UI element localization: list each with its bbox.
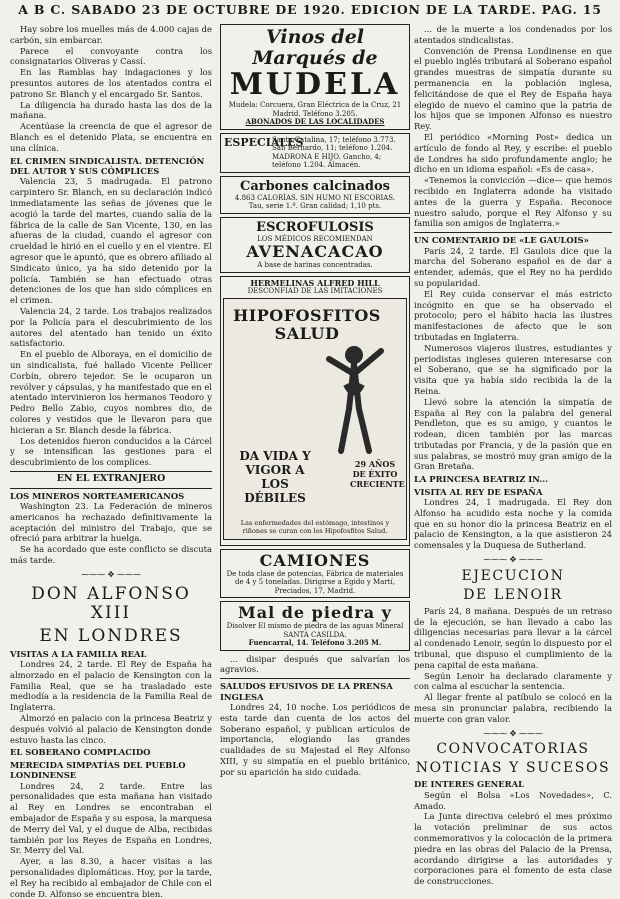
ad-text: Fuencarral, 14. Teléfono 3.205 M. — [248, 638, 382, 647]
ad-hipofosfitos — [220, 276, 410, 546]
ad-text: Mudela: Corcuera, Gran Eléctrica de la Cruz, 21 Madrid. Teléfono 3.205. — [228, 101, 402, 118]
headline: SALUDOS EFUSIVOS DE LA PRENSA INGLESA — [220, 681, 393, 702]
big-headline: DE LENOIR — [463, 586, 563, 603]
ad-title: ESCROFULOSIS — [256, 219, 374, 235]
ad-slogan: DA VIDA Y VIGOR A LOS DÉBILES — [239, 448, 311, 505]
headline: VISITAS A LA FAMILIA REAL — [10, 648, 147, 659]
paragraph: Londres 24, 10 noche. Los periódicos de esta tarde dan cuenta de los actos del Soberano español, y publican artículos de importancia, elogiando las grandes cualidades de su Majestad el Rey Alfonso XIII, y su simpatía en el pueblo británico, por su aparición ha sido cuidada. — [220, 701, 410, 777]
paragraph: El periódico «Morning Post» dedica un artículo de fondo al Rey, y escribe: el pueblo de Londres ha sido profundamente anglo; he dicho en un idioma español: «Es de casa». — [414, 131, 612, 175]
ad-text: Las enfermedades del estómago, intestinos y riñones se curan con los Hipofosfitos Salud. — [240, 518, 390, 535]
right-column — [414, 24, 612, 887]
ad-mudela — [220, 24, 410, 130]
divider — [220, 678, 410, 679]
ad-headline: HIPOFOSFITOS SALUD — [233, 305, 381, 343]
ornament-divider: ⁓⁓⁓ ✥ ⁓⁓⁓ — [483, 555, 543, 565]
headline: EL SOBERANO COMPLACIDO — [10, 747, 151, 758]
paragraph: La diligencia ha durado hasta las dos de la mañana. — [10, 99, 212, 121]
ad-text: 4.863 CALORÍAS. SIN HUMO NI ESCORIAS. — [234, 193, 396, 202]
paragraph: ... de la muerte a los condenados por los atentados sindicalistas. — [414, 24, 612, 45]
divider — [414, 232, 612, 233]
ad-text: Disolver El mismo de piedra de las aguas Mineral SANTA CASILDA. — [226, 622, 404, 639]
paragraph: El Rey cuida conservar el más estricto incógnito en que se ha observado el protocolo; pero el hábito hacia las ilustres manifestaciones de afecto que le son tributadas en Inglaterra. — [414, 288, 612, 342]
big-headline: EJECUCION — [461, 567, 565, 584]
ad-title: Mal de piedra y — [238, 603, 392, 622]
ad-especiales — [220, 133, 410, 173]
divider — [10, 488, 212, 489]
left-column — [10, 24, 212, 899]
ad-carbones — [220, 176, 410, 214]
ad-brand: ESPECIALES — [224, 135, 304, 149]
headline: DE INTERES GENERAL — [414, 779, 524, 790]
paragraph: ... disipar después que salvarían los agravios. — [220, 653, 410, 675]
paragraph: Valencia 23, 5 madrugada. El patrono carpintero Sr. Blanch, en su declaración indicó inmediatamente las señas de jóvenes que le acogió la tarde del martes, cuando salía de la fábrica de la calle de San Vicente, 130, en las afueras de la ciudad, cuando el agresor con crueldad le hirió en el cuello y en el vientre. El agresor que le apuntó, que es obrero afiliado al Sindicato único, ya ha sido detenido por la policía. También se han efectuado otras detenciones de los que han sido cómplices en el crimen. — [10, 176, 212, 306]
paragraph: En el pueblo de Alboraya, en el domicilio de un sindicalista, fué hallado Vicente Pellicer Corbín, obrero tejedor. Se le ocuparon un revólver y cápsulas, y ha manifestado que en el atentado intervinieron los hermanos Teodoro y Pedro Bello Zabio, cuyos nombres dio, de colores y vestidos que le llevaron para que hicieran a Sr. Blanch desde la fábrica. — [10, 349, 212, 435]
headline: LOS MINEROS NORTEAMERICANOS — [10, 490, 185, 501]
paragraph: Convención de Prensa Londinense en que el pueblo inglés tributará al Soberano español grandes muestras de simpatía durante su permanencia en la población inglesa, felicitándose de que el Rey de España haya elegido de nuevo el camino que la patria de los hijos que se imponen Alfonso es nuestro Rey. — [414, 45, 612, 132]
big-headline: EN LONDRES — [39, 625, 183, 646]
ad-brand: MUDELA — [229, 67, 401, 102]
ornament-divider: ⁓⁓⁓ ✥ ⁓⁓⁓ — [483, 728, 543, 738]
paragraph: Se ha acordado que este conflicto se discuta más tarde. — [10, 544, 212, 566]
headline: MERECIDA SIMPATÍAS DEL PUEBLO LONDINENSE — [10, 759, 186, 781]
paragraph: Según Lenoir ha declarado claramente y con calma al escuchar la sentencia. — [414, 670, 612, 692]
divider — [10, 471, 212, 472]
paragraph: Almorzó en palacio con la princesa Beatriz y después volvió al palacio de Kensington donde estuvo hasta las cinco. — [10, 713, 212, 745]
ad-text: Santa Catalina, 17; teléfono 3.773. San Bernardo, 11; teléfono 1.204. MADRONA E HIJO. Gancho, 4; teléfono 1.204. Almacén. — [272, 135, 396, 169]
figure-illustration — [319, 339, 389, 459]
headline: LA PRINCESA BEATRIZ IN... — [414, 474, 549, 485]
paragraph: Londres 24, 1 madrugada. El Rey don Alfonso ha acudido esta noche y la comida que en su honor dio la princesa Beatriz en el palacio de Kensington, a la que asistieron 24 comensales y la Duquesa de Sutherland. — [414, 497, 612, 551]
ad-brand: AVENACACAO — [246, 242, 384, 261]
paragraph: La Junta directiva celebró el mes próximo la votación preliminar de sus actos conmemorativos y la colocación de la primera piedra en las obras del Palacio de la Prensa, acordando dirigirse a las autoridades y corporaciones para el fomento de esta clase de construcciones. — [414, 811, 612, 887]
big-headline: NOTICIAS Y SUCESOS — [415, 760, 611, 777]
paragraph: Al llegar frente al patíbulo se colocó en la mesa sin pronunciar palabra, recibiendo la muerte con gran valor. — [414, 692, 612, 724]
headline: UN COMENTARIO DE «LE GAULOIS» — [414, 235, 589, 246]
ad-title: CAMIONES — [259, 550, 371, 570]
ornament-divider: ⁓⁓⁓ ✥ ⁓⁓⁓ — [81, 569, 141, 579]
paragraph: París 24, 2 tarde. El Gaulois dice que la marcha del Soberano español es de dar a entender, además, que el Rey no ha perdido su popularidad. — [414, 245, 612, 288]
paragraph: Londres 24, 2 tarde. El Rey de España ha almorzado en el palacio de Kensington con la Familia Real, que se ha trasladado este mediodía a la residencia de la Familia Real de Inglaterra. — [10, 659, 212, 713]
paragraph: Washington 23. La Federación de mineros americanos ha rechazado definitivamente la aceptación del ministro del Trabajo, que se ofreció para arbitrar la huelga. — [10, 501, 212, 544]
paragraph: Ayer, a las 8.30, a hacer visitas a las personalidades diplomáticas. Hoy, por la tarde, el Rey ha recibido al embajador de Chile con el conde D. Alfonso se encuentra bien. — [10, 856, 212, 899]
paragraph: En las Ramblas hay indagaciones y los presuntos autores de los atentados contra el patrono Sr. Blanch y el encargado Sr. Santos. — [10, 67, 212, 99]
page-header: A B C. SABADO 23 DE OCTUBRE DE 1920. EDICION DE LA TARDE. PAG. 15 — [18, 2, 602, 17]
paragraph: Según el Bolsa «Los Novedades», C. Amado. — [414, 789, 612, 811]
ad-text: ABONADOS DE LAS LOCALIDADES — [245, 117, 385, 126]
ad-text: DESCONFIAD DE LAS IMITACIONES — [247, 287, 383, 295]
paragraph: Parece el convoyante contra los consignatarios Oliveras y Cassí. — [10, 45, 212, 67]
hipofosfitos-illustration — [223, 298, 407, 540]
section-heading: EN EL EXTRANJERO — [56, 472, 166, 484]
big-headline: CONVOCATORIAS — [436, 741, 590, 758]
paragraph: Acentúase la creencia de que el agresor de Blanch es el detenido Plata, se encuentra en una clínica. — [10, 121, 212, 153]
paragraph: París 24, 8 mañana. Después de un retraso de la ejecución, se han llevado a cabo las diligencias necesarias para llevar a la cárcel al condenado Lenoir, según lo dispuesto por el tribunal, que dispuso el cumplimiento de la pena capital de esta mañana. — [414, 605, 612, 670]
middle-column — [220, 24, 410, 854]
big-headline: DON ALFONSO XIII — [31, 583, 191, 623]
ad-mal-de-piedra — [220, 601, 410, 651]
ad-title: HERMELINAS ALFRED HILL — [250, 277, 380, 288]
paragraph: Numerosos viajeros ilustres, estudiantes y periodistas ingleses quieren interesarse con el Soberano, que se ha significado por la visita que ya había sido recibida la de la Reina. — [414, 342, 612, 396]
paragraph: Valencia 24, 2 tarde. Los trabajos realizados por la Policía para el descubrimiento de los autores del atentado han tenido un éxito satisfactorio. — [10, 305, 212, 349]
headline: VISITA AL REY DE ESPAÑA — [414, 486, 543, 497]
paragraph: Londres 24, 2 tarde. Entre las personalidades que esta mañana han visitado al Rey en Londres se encontraban el embajador de España y su esposa, la marquesa de Merry del Val, y el duque de Alba, recibidas también por los Reyes de España en Londres, Sr. Merry del Val. — [10, 780, 212, 856]
ad-escrofulosis — [220, 217, 410, 273]
ad-badge: 29 AÑOS DE ÉXITO CRECIENTE — [350, 458, 405, 489]
ad-text: LOS MÉDICOS RECOMIENDAN — [257, 234, 373, 243]
ad-camiones — [220, 549, 410, 599]
ad-title: Vinos del Marqués de — [252, 26, 378, 69]
ad-text: De toda clase de potencias, Fábrica de materiales de 4 y 5 toneladas. Dirigirse a Egido y Martí, Preciados, 17, Madrid. — [226, 569, 404, 595]
paragraph: Los detenidos fueron conducidos a la Cárcel y se intensifican las gestiones para el descubrimiento de los complices. — [10, 435, 212, 468]
paragraph: Hay sobre los muelles más de 4.000 cajas de carbón, sin embarcar. — [10, 24, 212, 45]
paragraph: Llevó sobre la atención la simpatía de España al Rey con la palabra del general Pendleton, que es su amigo, y cuantos le rodean, dicen también por las marcas tributadas por Francia, y de la pasión que en sus palabras, se mostró muy gran amigo de la Gran Bretaña. — [414, 396, 612, 472]
ad-title: Carbones calcinados — [239, 178, 391, 194]
ad-text: Tau, serie 1.º. Gran calidad; 1,10 pts. — [248, 202, 382, 210]
headline: EL CRIMEN SINDICALISTA. DETENCIÓN DEL AUTOR Y SUS CÓMPLICES — [10, 155, 205, 176]
ad-text: A base de harinas concentradas. — [257, 261, 373, 269]
paragraph: «Tenemos la convicción —dice— que hemos recibido en Inglaterra adonde ha visitado antes de la guerra y España. Reconoce nuestro saludo, porque el Rey Alfonso y su familia son amigos de Inglaterra.» — [414, 175, 612, 229]
